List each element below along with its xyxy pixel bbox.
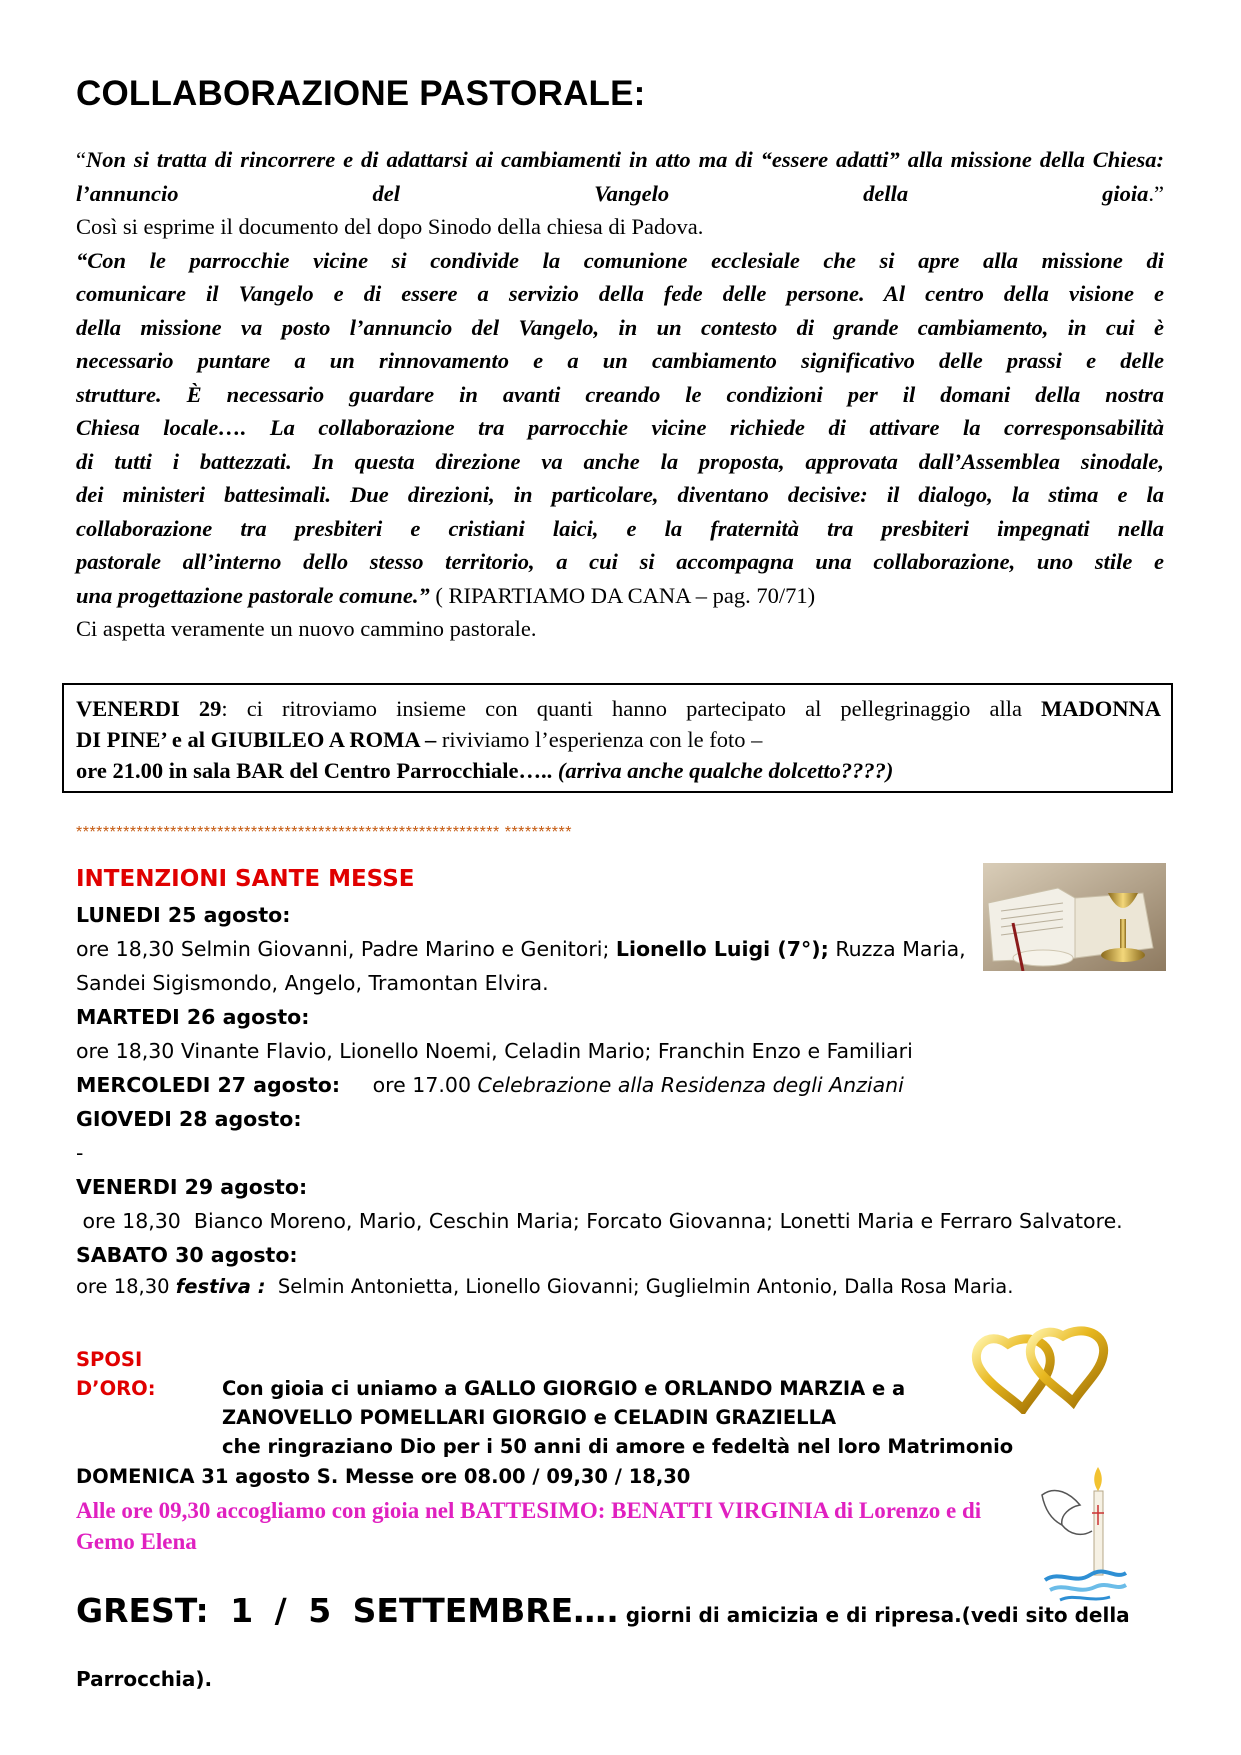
quote-close: .”: [1148, 180, 1164, 206]
announcement-box: [62, 683, 1173, 793]
quote-open: “: [76, 147, 86, 172]
sposi-line3: che ringraziano Dio per i 50 anni di amore e fedeltà nel loro Matrimonio: [222, 1435, 1014, 1458]
lunedi-line2: Sandei Sigismondo, Angelo, Tramontan Elvira.: [76, 971, 549, 995]
grest-title: GREST: 1 / 5 SETTEMBRE….: [76, 1591, 619, 1630]
grest-text: giorni di amicizia e di ripresa.(vedi sito della Parrocchia).: [76, 1603, 1130, 1691]
box-line3-italic: (arriva anche qualche dolcetto????): [552, 758, 894, 783]
quote-last-line: una progettazione pastorale comune.”: [76, 582, 430, 608]
day-giovedi: GIOVEDI 28 agosto:: [76, 1107, 302, 1131]
mercoledi-line: MERCOLEDI 27 agosto: ore 17.00 Celebrazione alla Residenza degli Anziani: [76, 1073, 904, 1097]
quote-synod-2: [76, 244, 1164, 579]
sposi-oro-section: [76, 1345, 1013, 1461]
martedi-line: ore 18,30 Vinante Flavio, Lionello Noemi, Celadin Mario; Franchin Enzo e Familiari: [76, 1039, 913, 1063]
day-sabato: SABATO 30 agosto:: [76, 1243, 298, 1267]
box-line2-text: riviviamo l’esperienza con le foto –: [441, 727, 763, 752]
box-text: : ci ritroviamo insieme con quanti hanno partecipato al pellegrinaggio alla: [221, 696, 1042, 721]
day-lunedi: LUNEDI 25 agosto:: [76, 903, 291, 927]
intentions-heading: INTENZIONI SANTE MESSE: [76, 866, 415, 892]
lunedi-line1: ore 18,30 Selmin Giovanni, Padre Marino e Genitori; Lionello Luigi (7°); Ruzza Maria,: [76, 937, 966, 961]
domenica-line: DOMENICA 31 agosto S. Messe ore 08.00 / 09,30 / 18,30: [76, 1465, 691, 1488]
quote-line: dei ministeri battesimali. Due direzioni, in particolare, diventano decisive: il dialogo, la stima e la: [76, 482, 1164, 507]
day-martedi: MARTEDI 26 agosto:: [76, 1005, 310, 1029]
battesimo-announcement: Alle ore 09,30 accogliamo con gioia nel BATTESIMO: BENATTI VIRGINIA di Lorenzo e di Gemo Elena: [76, 1498, 982, 1554]
quote-line: strutture. È necessario guardare in avanti creando le condizioni per il domani della nostra: [76, 381, 1164, 407]
quote-line: della missione va posto l’annuncio del Vangelo, in un contesto di grande cambiamento, in cui è: [76, 314, 1164, 340]
intro-closing: Ci aspetta veramente un nuovo cammino pastorale.: [76, 616, 537, 641]
quote-synod-1: Non si tratta di rincorrere e di adattarsi ai cambiamenti in atto ma di “essere adatti” alla missione della Chiesa: l’annuncio del Vangelo della gioia: [76, 147, 1164, 206]
box-day: VENERDI 29: [76, 696, 222, 721]
quote-line: Chiesa locale…. La collaborazione tra parrocchie vicine richiede di attivare la corresponsabilità: [76, 415, 1164, 440]
sposi-line1: Con gioia ci uniamo a GALLO GIORGIO e ORLANDO MARZIA e a: [222, 1377, 906, 1400]
quote-line: comunicare il Vangelo e di essere a servizio della fede delle persone. Al centro della visione e: [76, 281, 1164, 306]
page-title: COLLABORAZIONE PASTORALE:: [76, 74, 646, 113]
box-madonna: MADONNA: [1041, 696, 1161, 721]
quote-line: di tutti i battezzati. In questa direzione va anche la proposta, approvata dall’Assemblea sinodale,: [76, 448, 1164, 474]
quote-line: pastorale all’interno dello stesso territorio, a cui si accompagna una collaborazione, uno stile e: [76, 549, 1164, 574]
day-venerdi: VENERDI 29 agosto:: [76, 1175, 308, 1199]
chalice-bible-image: [983, 863, 1166, 971]
intro-line: Così si esprime il documento del dopo Sinodo della chiesa di Padova.: [76, 214, 704, 239]
sposi-label: SPOSI D’ORO:: [76, 1348, 156, 1400]
giovedi-line: -: [76, 1141, 84, 1165]
star-divider: *************************************************************** **********: [76, 824, 572, 841]
sabato-line: ore 18,30 festiva : Selmin Antonietta, Lionello Giovanni; Guglielmin Antonio, Dalla Rosa Maria.: [76, 1275, 1014, 1298]
box-line2-sep: –: [419, 727, 442, 752]
sposi-line2: ZANOVELLO POMELLARI GIORGIO e CELADIN GRAZIELLA: [222, 1406, 837, 1429]
intro-section: [76, 143, 1164, 646]
quote-source: ( RIPARTIAMO DA CANA – pag. 70/71): [429, 582, 816, 608]
box-line2-bold: DI PINE’ e al GIUBILEO A ROMA: [76, 727, 420, 752]
box-line3-bold: ore 21.00 in sala BAR del Centro Parrocchiale…..: [76, 758, 553, 783]
wedding-rings-image: [968, 1324, 1118, 1414]
grest-announcement: [76, 1580, 1166, 1712]
quote-line: “Con le parrocchie vicine si condivide la comunione ecclesiale che si apre alla missione di: [76, 247, 1164, 273]
quote-line: necessario puntare a un rinnovamento e a un cambiamento significativo delle prassi e delle: [76, 348, 1164, 373]
quote-line: collaborazione tra presbiteri e cristiani laici, e la fraternità tra presbiteri impegnati nella: [76, 515, 1164, 541]
venerdi-line: ore 18,30 Bianco Moreno, Mario, Ceschin Maria; Forcato Giovanna; Lonetti Maria e Ferraro Salvatore.: [76, 1209, 1123, 1233]
